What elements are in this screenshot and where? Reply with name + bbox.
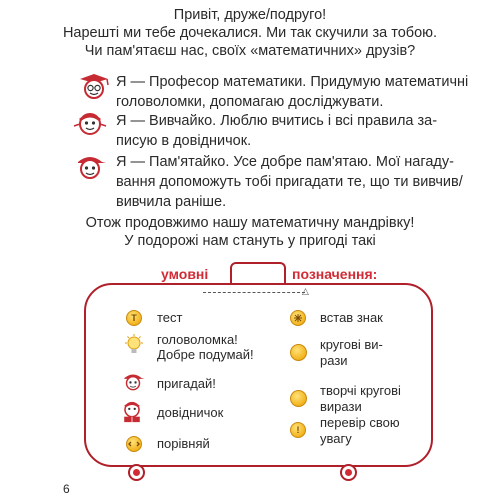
legend-item-insert-sign: встав знак xyxy=(320,310,383,325)
dashed-divider xyxy=(203,292,305,293)
outro-line-2: У подорожі нам стануть у пригоді такі xyxy=(124,233,376,249)
legend-item-attention-line-2: увагу xyxy=(320,431,352,446)
character-professor-text: Я — Професор математики. Придумую математичні головоломки, допомагаю досліджувати. xyxy=(116,74,469,110)
attention-icon: ! xyxy=(290,422,306,438)
lightbulb-icon xyxy=(124,334,144,356)
legend-item-compare: порівняй xyxy=(157,436,210,451)
legend-heading-left: умовні xyxy=(161,266,209,282)
pamiataiko-icon xyxy=(72,152,108,180)
intro-greeting: Привіт, друже/подруго! xyxy=(173,7,327,23)
suitcase-wheel-left xyxy=(128,464,145,481)
legend-item-creative-line-1: творчі кругові xyxy=(320,383,401,398)
test-icon: Т xyxy=(126,310,142,326)
intro-line-3: Чи пам'ятаєш нас, своїх «математичних» друзів? xyxy=(84,43,416,59)
creative-round-icon xyxy=(290,390,307,407)
legend-item-creative-line-2: вирази xyxy=(320,399,362,414)
suitcase-wheel-right xyxy=(340,464,357,481)
legend-item-round-expr-line-1: кругові ви- xyxy=(320,337,383,352)
compare-icon xyxy=(126,436,142,452)
professor-icon xyxy=(74,72,110,100)
insert-sign-icon xyxy=(290,310,306,326)
character-pamiataiko-text: Я — Пам'ятайко. Усе добре пам'ятаю. Мої нагаду- вання допоможуть тобі пригадати те, що ти вивчив/ вивчила раніше. xyxy=(116,154,463,210)
intro-line-2: Нарешті ми тебе дочекалися. Ми так скучили за тобою. xyxy=(62,25,438,41)
arrow-icon: △ xyxy=(302,286,309,296)
character-vyvchaiko-text: Я — Вивчайко. Люблю вчитись і всі правила за- писую в довідничок. xyxy=(116,113,438,149)
legend-item-puzzle-line-1: головоломка! xyxy=(157,332,238,347)
legend-item-test: тест xyxy=(157,310,183,325)
outro-line-1: Отож продовжимо нашу математичну мандрівку! xyxy=(85,215,415,231)
legend-item-remember: пригадай! xyxy=(157,376,216,391)
pamiataiko-icon xyxy=(120,370,146,392)
vyvchaiko-icon xyxy=(72,110,108,138)
legend-item-round-expr-line-2: рази xyxy=(320,353,348,368)
legend-item-handbook: довідничок xyxy=(157,405,224,420)
legend-item-puzzle-line-2: Добре подумай! xyxy=(157,347,254,362)
round-expression-icon xyxy=(290,344,307,361)
legend-heading-right: позначення: xyxy=(292,266,378,282)
legend-item-attention-line-1: перевір свою xyxy=(320,415,400,430)
page-number: 6 xyxy=(63,482,70,496)
vyvchaiko-book-icon xyxy=(118,400,146,424)
